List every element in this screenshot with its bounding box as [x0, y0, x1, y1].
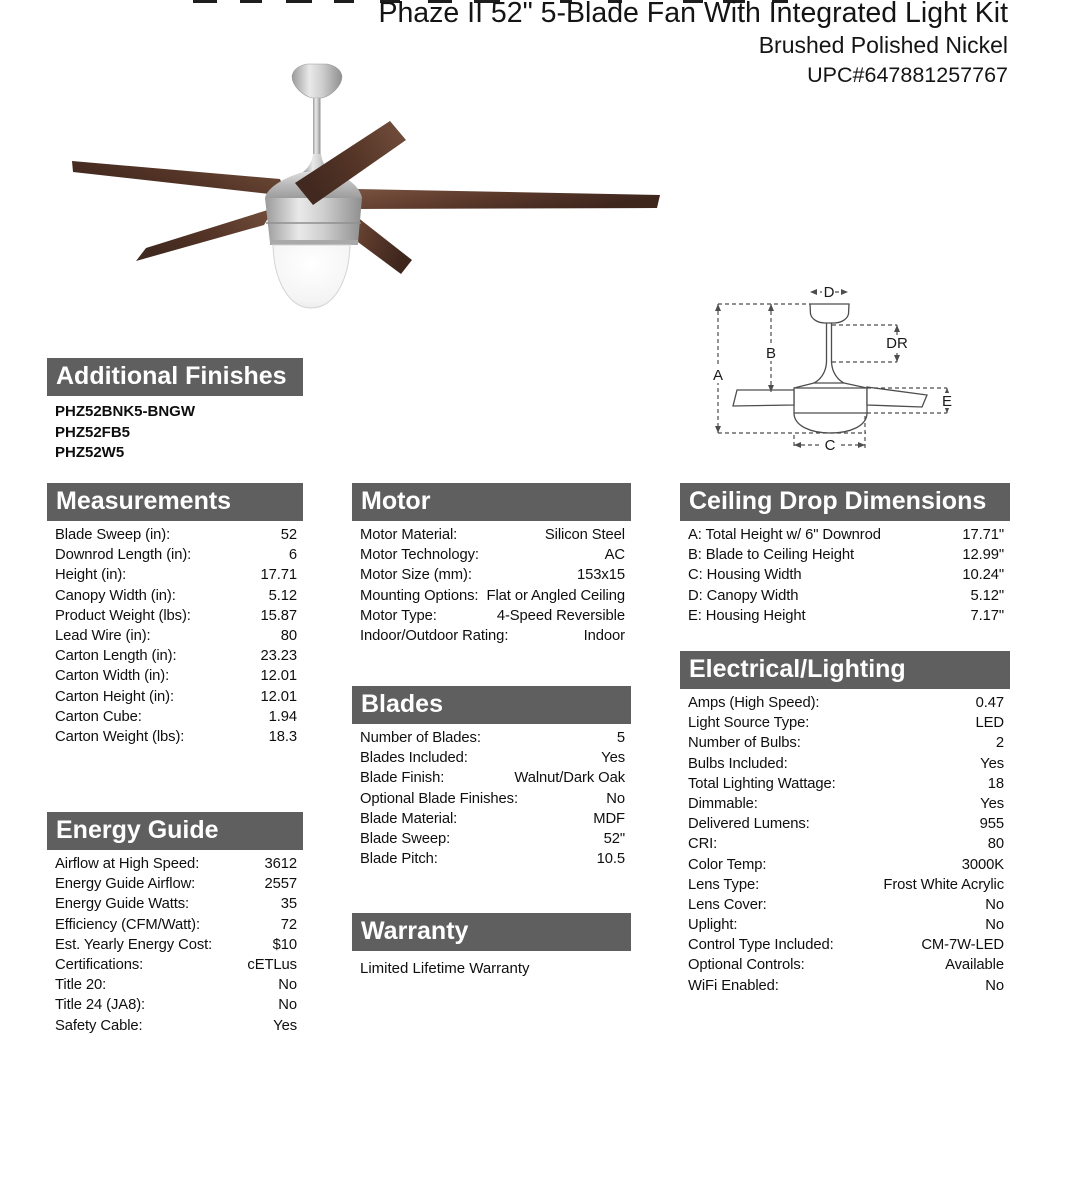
spec-value: Available	[945, 957, 1004, 974]
spec-row	[47, 586, 303, 606]
spec-value: 4-Speed Reversible	[496, 607, 625, 624]
spec-label: Amps (High Speed):	[688, 695, 820, 711]
spec-value: 1.94	[268, 708, 297, 725]
fan-downrod	[303, 98, 331, 172]
section-header: Additional Finishes	[47, 358, 303, 396]
page-title: Phaze II 52" 5-Blade Fan With Integrated Light Kit	[378, 0, 1008, 29]
finish-list	[47, 402, 303, 464]
finish-item: PHZ52FB5	[55, 423, 131, 441]
spec-row	[680, 565, 1010, 585]
spec-row	[680, 754, 1010, 774]
spec-row	[680, 794, 1010, 814]
spec-row	[680, 855, 1010, 875]
spec-label: Canopy Width (in):	[55, 587, 176, 604]
spec-row	[47, 975, 303, 995]
upc-code: UPC#647881257767	[807, 63, 1008, 87]
spec-row	[352, 525, 631, 545]
spec-label: Lead Wire (in):	[55, 627, 151, 644]
spec-label: Carton Width (in):	[55, 668, 170, 685]
svg-text:DR: DR	[886, 335, 908, 352]
spec-label: Uplight:	[688, 917, 738, 934]
fan-blade	[72, 161, 660, 274]
spec-label: Motor Type:	[360, 607, 437, 624]
spec-label: E: Housing Height	[688, 607, 806, 624]
section-blades	[352, 686, 631, 869]
section-warranty	[352, 913, 631, 979]
warranty-note: Limited Lifetime Warranty	[360, 960, 530, 977]
spec-value: Indoor	[583, 627, 625, 644]
spec-label: Number of Blades:	[360, 730, 481, 746]
spec-label: Dimmable:	[688, 795, 758, 812]
section-header: Measurements	[47, 483, 303, 521]
spec-label: Delivered Lumens:	[688, 816, 810, 833]
section-header: Motor	[352, 483, 631, 521]
spec-row	[47, 915, 303, 935]
spec-value: 5.12"	[970, 587, 1004, 604]
spec-value: 2	[995, 735, 1004, 752]
spec-row	[47, 626, 303, 646]
spec-label: Safety Cable:	[55, 1017, 143, 1034]
spec-row	[680, 774, 1010, 794]
diagram-fan-outline	[733, 304, 927, 433]
spec-value: No	[985, 917, 1004, 934]
spec-value: 23.23	[260, 648, 297, 665]
spec-value: 17.71	[260, 567, 297, 584]
spec-value: Walnut/Dark Oak	[514, 770, 625, 787]
spec-row	[47, 606, 303, 626]
spec-rows	[352, 728, 631, 869]
spec-value: 12.01	[260, 668, 297, 685]
spec-label: Blade Pitch:	[360, 851, 438, 868]
spec-value: LED	[975, 715, 1004, 732]
spec-value: 52"	[603, 830, 625, 847]
spec-value: 153x15	[577, 567, 625, 584]
spec-label: Blades Included:	[360, 750, 468, 767]
spec-row	[47, 666, 303, 686]
spec-row	[680, 713, 1010, 733]
spec-label: Blade Material:	[360, 810, 458, 827]
spec-label: Control Type Included:	[688, 937, 834, 954]
spec-row	[680, 935, 1010, 955]
spec-row	[352, 748, 631, 768]
spec-row	[47, 935, 303, 955]
spec-label: Est. Yearly Energy Cost:	[55, 936, 213, 953]
spec-label: Efficiency (CFM/Watt):	[55, 916, 200, 933]
spec-value: No	[278, 977, 297, 994]
spec-value: 35	[280, 896, 297, 913]
spec-label: Indoor/Outdoor Rating:	[360, 627, 509, 644]
light-kit-dome	[273, 245, 350, 308]
spec-label: Motor Technology:	[360, 547, 479, 564]
spec-label: Bulbs Included:	[688, 755, 788, 772]
spec-value: 10.24"	[962, 567, 1004, 584]
spec-label: WiFi Enabled:	[688, 977, 779, 994]
spec-value: 3612	[264, 856, 297, 872]
spec-label: B: Blade to Ceiling Height	[688, 547, 855, 564]
svg-text:E: E	[941, 393, 953, 410]
spec-value: 3000K	[961, 856, 1004, 873]
svg-text:B: B	[765, 345, 777, 362]
spec-row	[47, 646, 303, 666]
spec-row	[680, 606, 1010, 626]
section-header: Energy Guide	[47, 812, 303, 850]
spec-rows	[47, 525, 303, 747]
spec-value: CM-7W-LED	[921, 937, 1004, 954]
spec-label: D: Canopy Width	[688, 587, 799, 604]
spec-row	[352, 545, 631, 565]
spec-row	[680, 976, 1010, 996]
spec-label: Mounting Options:	[360, 587, 479, 604]
spec-label: Energy Guide Airflow:	[55, 876, 196, 893]
section-header: Warranty	[352, 913, 631, 951]
spec-value: 10.5	[596, 851, 625, 868]
spec-row	[47, 707, 303, 727]
spec-value: No	[606, 790, 625, 807]
spec-row	[47, 565, 303, 585]
spec-label: CRI:	[688, 836, 718, 853]
finish-item: PHZ52BNK5-BNGW	[55, 403, 196, 420]
spec-row	[680, 915, 1010, 935]
dimension-diagram	[700, 280, 1015, 480]
spec-value: No	[985, 896, 1004, 913]
spec-value: Yes	[273, 1017, 297, 1034]
spec-value: Silicon Steel	[544, 527, 625, 543]
spec-value: Yes	[980, 795, 1004, 812]
spec-rows	[680, 525, 1010, 626]
spec-row	[47, 1016, 303, 1036]
spec-label: Blade Sweep (in):	[55, 527, 171, 543]
spec-value: Flat or Angled Ceiling	[486, 587, 625, 604]
spec-label: Lens Cover:	[688, 896, 767, 913]
spec-value: 0.47	[975, 695, 1004, 711]
section-electrical-lighting	[680, 651, 1010, 996]
spec-label: Lens Type:	[688, 876, 760, 893]
spec-value: 5	[616, 730, 625, 746]
spec-value: MDF	[593, 810, 625, 827]
spec-row	[680, 733, 1010, 753]
section-energy-guide	[47, 812, 303, 1036]
spec-row	[680, 586, 1010, 606]
spec-label: Motor Size (mm):	[360, 567, 472, 584]
spec-row	[352, 728, 631, 748]
spec-label: Light Source Type:	[688, 715, 810, 732]
spec-label: Energy Guide Watts:	[55, 896, 190, 913]
spec-row	[680, 955, 1010, 975]
spec-label: Airflow at High Speed:	[55, 856, 200, 872]
spec-row	[680, 895, 1010, 915]
spec-row	[47, 894, 303, 914]
spec-row	[47, 854, 303, 874]
spec-row	[352, 626, 631, 646]
spec-row	[47, 727, 303, 747]
spec-label: Title 20:	[55, 977, 107, 994]
spec-label: Downrod Length (in):	[55, 547, 192, 564]
spec-value: 17.71"	[962, 527, 1004, 543]
spec-label: Total Lighting Wattage:	[688, 775, 836, 792]
spec-row	[680, 693, 1010, 713]
section-header: Electrical/Lighting	[680, 651, 1010, 689]
dimension-d	[810, 284, 848, 301]
spec-row	[47, 874, 303, 894]
spec-value: $10	[272, 936, 297, 953]
spec-row	[352, 606, 631, 626]
spec-value: 955	[979, 816, 1004, 833]
product-photo-fan	[60, 55, 680, 345]
spec-value: 18	[987, 775, 1004, 792]
svg-text:C: C	[824, 437, 836, 454]
spec-label: Certifications:	[55, 956, 144, 973]
section-header: Blades	[352, 686, 631, 724]
spec-row	[352, 586, 631, 606]
spec-row	[47, 955, 303, 975]
spec-label: Color Temp:	[688, 856, 767, 873]
spec-row	[352, 565, 631, 585]
dimension-dr	[832, 325, 911, 362]
section-additional-finishes	[47, 358, 303, 464]
fan-canopy	[292, 64, 342, 98]
svg-text:A: A	[712, 367, 724, 384]
spec-value: 6	[288, 547, 297, 564]
spec-value: 15.87	[260, 607, 297, 624]
spec-label: Optional Blade Finishes:	[360, 790, 518, 807]
spec-label: Blade Finish:	[360, 770, 445, 787]
spec-label: Carton Height (in):	[55, 688, 174, 705]
spec-value: No	[985, 977, 1004, 994]
spec-label: Blade Sweep:	[360, 830, 451, 847]
spec-label: C: Housing Width	[688, 567, 802, 584]
spec-label: Motor Material:	[360, 527, 458, 543]
spec-label: Product Weight (lbs):	[55, 607, 191, 624]
spec-row	[352, 849, 631, 869]
spec-row	[352, 809, 631, 829]
spec-row	[47, 995, 303, 1015]
spec-value: No	[278, 997, 297, 1014]
spec-label: Title 24 (JA8):	[55, 997, 146, 1014]
spec-label: Carton Weight (lbs):	[55, 728, 185, 745]
spec-row	[680, 814, 1010, 834]
section-header: Ceiling Drop Dimensions	[680, 483, 1010, 521]
spec-value: cETLus	[247, 956, 297, 973]
spec-label: Number of Bulbs:	[688, 735, 801, 752]
spec-row	[352, 789, 631, 809]
spec-value: Yes	[601, 750, 625, 767]
spec-row	[47, 545, 303, 565]
spec-row	[680, 545, 1010, 565]
section-measurements	[47, 483, 303, 747]
spec-rows	[47, 854, 303, 1036]
spec-value: 80	[987, 836, 1004, 853]
spec-label: Optional Controls:	[688, 957, 805, 974]
spec-row	[352, 829, 631, 849]
spec-value: 2557	[264, 876, 297, 893]
spec-rows	[352, 525, 631, 646]
spec-row	[680, 525, 1010, 545]
spec-value: 18.3	[268, 728, 297, 745]
dimension-b	[762, 304, 780, 392]
spec-value: AC	[604, 547, 625, 564]
spec-label: Height (in):	[55, 567, 127, 584]
spec-value: 7.17"	[970, 607, 1004, 624]
spec-value: 12.99"	[962, 547, 1004, 564]
spec-value: 72	[280, 916, 297, 933]
spec-value: 5.12	[268, 587, 297, 604]
spec-row	[680, 875, 1010, 895]
spec-value: 52	[280, 527, 297, 543]
spec-label: Carton Cube:	[55, 708, 142, 725]
spec-label: Carton Length (in):	[55, 648, 177, 665]
spec-row	[680, 834, 1010, 854]
spec-row	[352, 768, 631, 788]
spec-label: A: Total Height w/ 6" Downrod	[688, 527, 881, 543]
spec-value: 12.01	[260, 688, 297, 705]
section-motor	[352, 483, 631, 646]
spec-row	[47, 525, 303, 545]
section-ceiling-drop-dimensions	[680, 483, 1010, 626]
spec-value: 80	[280, 627, 297, 644]
spec-row	[47, 687, 303, 707]
svg-text:D: D	[823, 284, 835, 301]
finish-name: Brushed Polished Nickel	[758, 32, 1008, 58]
spec-rows	[680, 693, 1010, 996]
spec-value: Yes	[980, 755, 1004, 772]
finish-item: PHZ52W5	[55, 444, 125, 461]
spec-value: Frost White Acrylic	[883, 876, 1004, 893]
